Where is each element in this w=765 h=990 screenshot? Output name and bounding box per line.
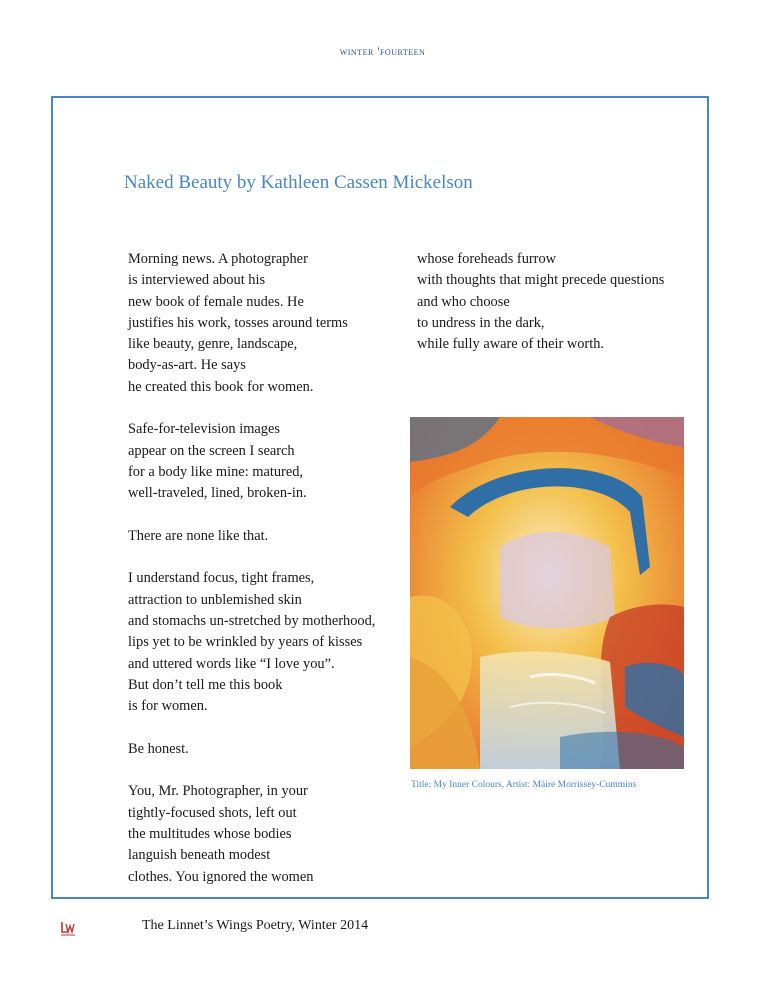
poem-line: But don’t tell me this book <box>128 676 283 693</box>
footer-publication: The Linnet’s Wings Poetry, Winter 2014 <box>142 918 369 933</box>
poem-line: well-traveled, lined, broken-in. <box>128 485 307 502</box>
poem-column-right <box>417 249 707 355</box>
poem-line: You, Mr. Photographer, in your <box>128 783 308 800</box>
poem-line: and who choose <box>417 293 510 310</box>
poem-line: clothes. You ignored the women <box>128 868 314 885</box>
poem-line: to undress in the dark, <box>417 314 545 331</box>
poem-line: is for women. <box>128 698 208 715</box>
poem-line: I understand focus, tight frames, <box>128 570 315 587</box>
poem-line: and uttered words like “I love you”. <box>128 655 335 672</box>
stanza-break <box>128 547 398 568</box>
stanza-break <box>128 505 398 526</box>
poem-line: while fully aware of their worth. <box>417 336 605 353</box>
poem-line: the multitudes whose bodies <box>128 826 292 843</box>
poem-line: Be honest. <box>128 740 189 757</box>
poem-line: appear on the screen I search <box>128 442 295 459</box>
stanza-break <box>128 760 398 781</box>
poem-line: There are none like that. <box>128 527 269 544</box>
poem-line: with thoughts that might precede questions <box>417 272 665 289</box>
lw-monogram-icon <box>58 918 78 938</box>
poem-title: Naked Beauty by Kathleen Cassen Mickelson <box>124 172 473 193</box>
stanza-break <box>128 718 398 739</box>
poem-line: like beauty, genre, landscape, <box>128 336 298 353</box>
poem-line: he created this book for women. <box>128 378 314 395</box>
poem-column-left <box>128 249 398 888</box>
running-head: winter 'fourteen <box>339 44 426 58</box>
poem-line: whose foreheads furrow <box>417 251 557 267</box>
poem-line: new book of female nudes. He <box>128 293 304 310</box>
poem-line: attraction to unblemished skin <box>128 591 302 608</box>
poem-line: for a body like mine: matured, <box>128 463 304 480</box>
painting-image <box>410 417 684 769</box>
poem-line: languish beneath modest <box>128 847 271 864</box>
stanza-break <box>128 398 398 419</box>
poem-line: Morning news. A photographer <box>128 251 308 267</box>
poem-line: body-as-art. He says <box>128 357 246 374</box>
poem-line: tightly-focused shots, left out <box>128 804 297 821</box>
artwork-caption: Title: My Inner Colours, Artist: Máire Morrissey-Cummins <box>411 780 637 790</box>
poem-line: lips yet to be wrinkled by years of kisses <box>128 634 363 651</box>
poem-line: Safe-for-television images <box>128 421 280 438</box>
poem-line: justifies his work, tosses around terms <box>128 314 348 331</box>
poem-line: is interviewed about his <box>128 272 266 289</box>
poem-line: and stomachs un-stretched by motherhood, <box>128 613 376 630</box>
